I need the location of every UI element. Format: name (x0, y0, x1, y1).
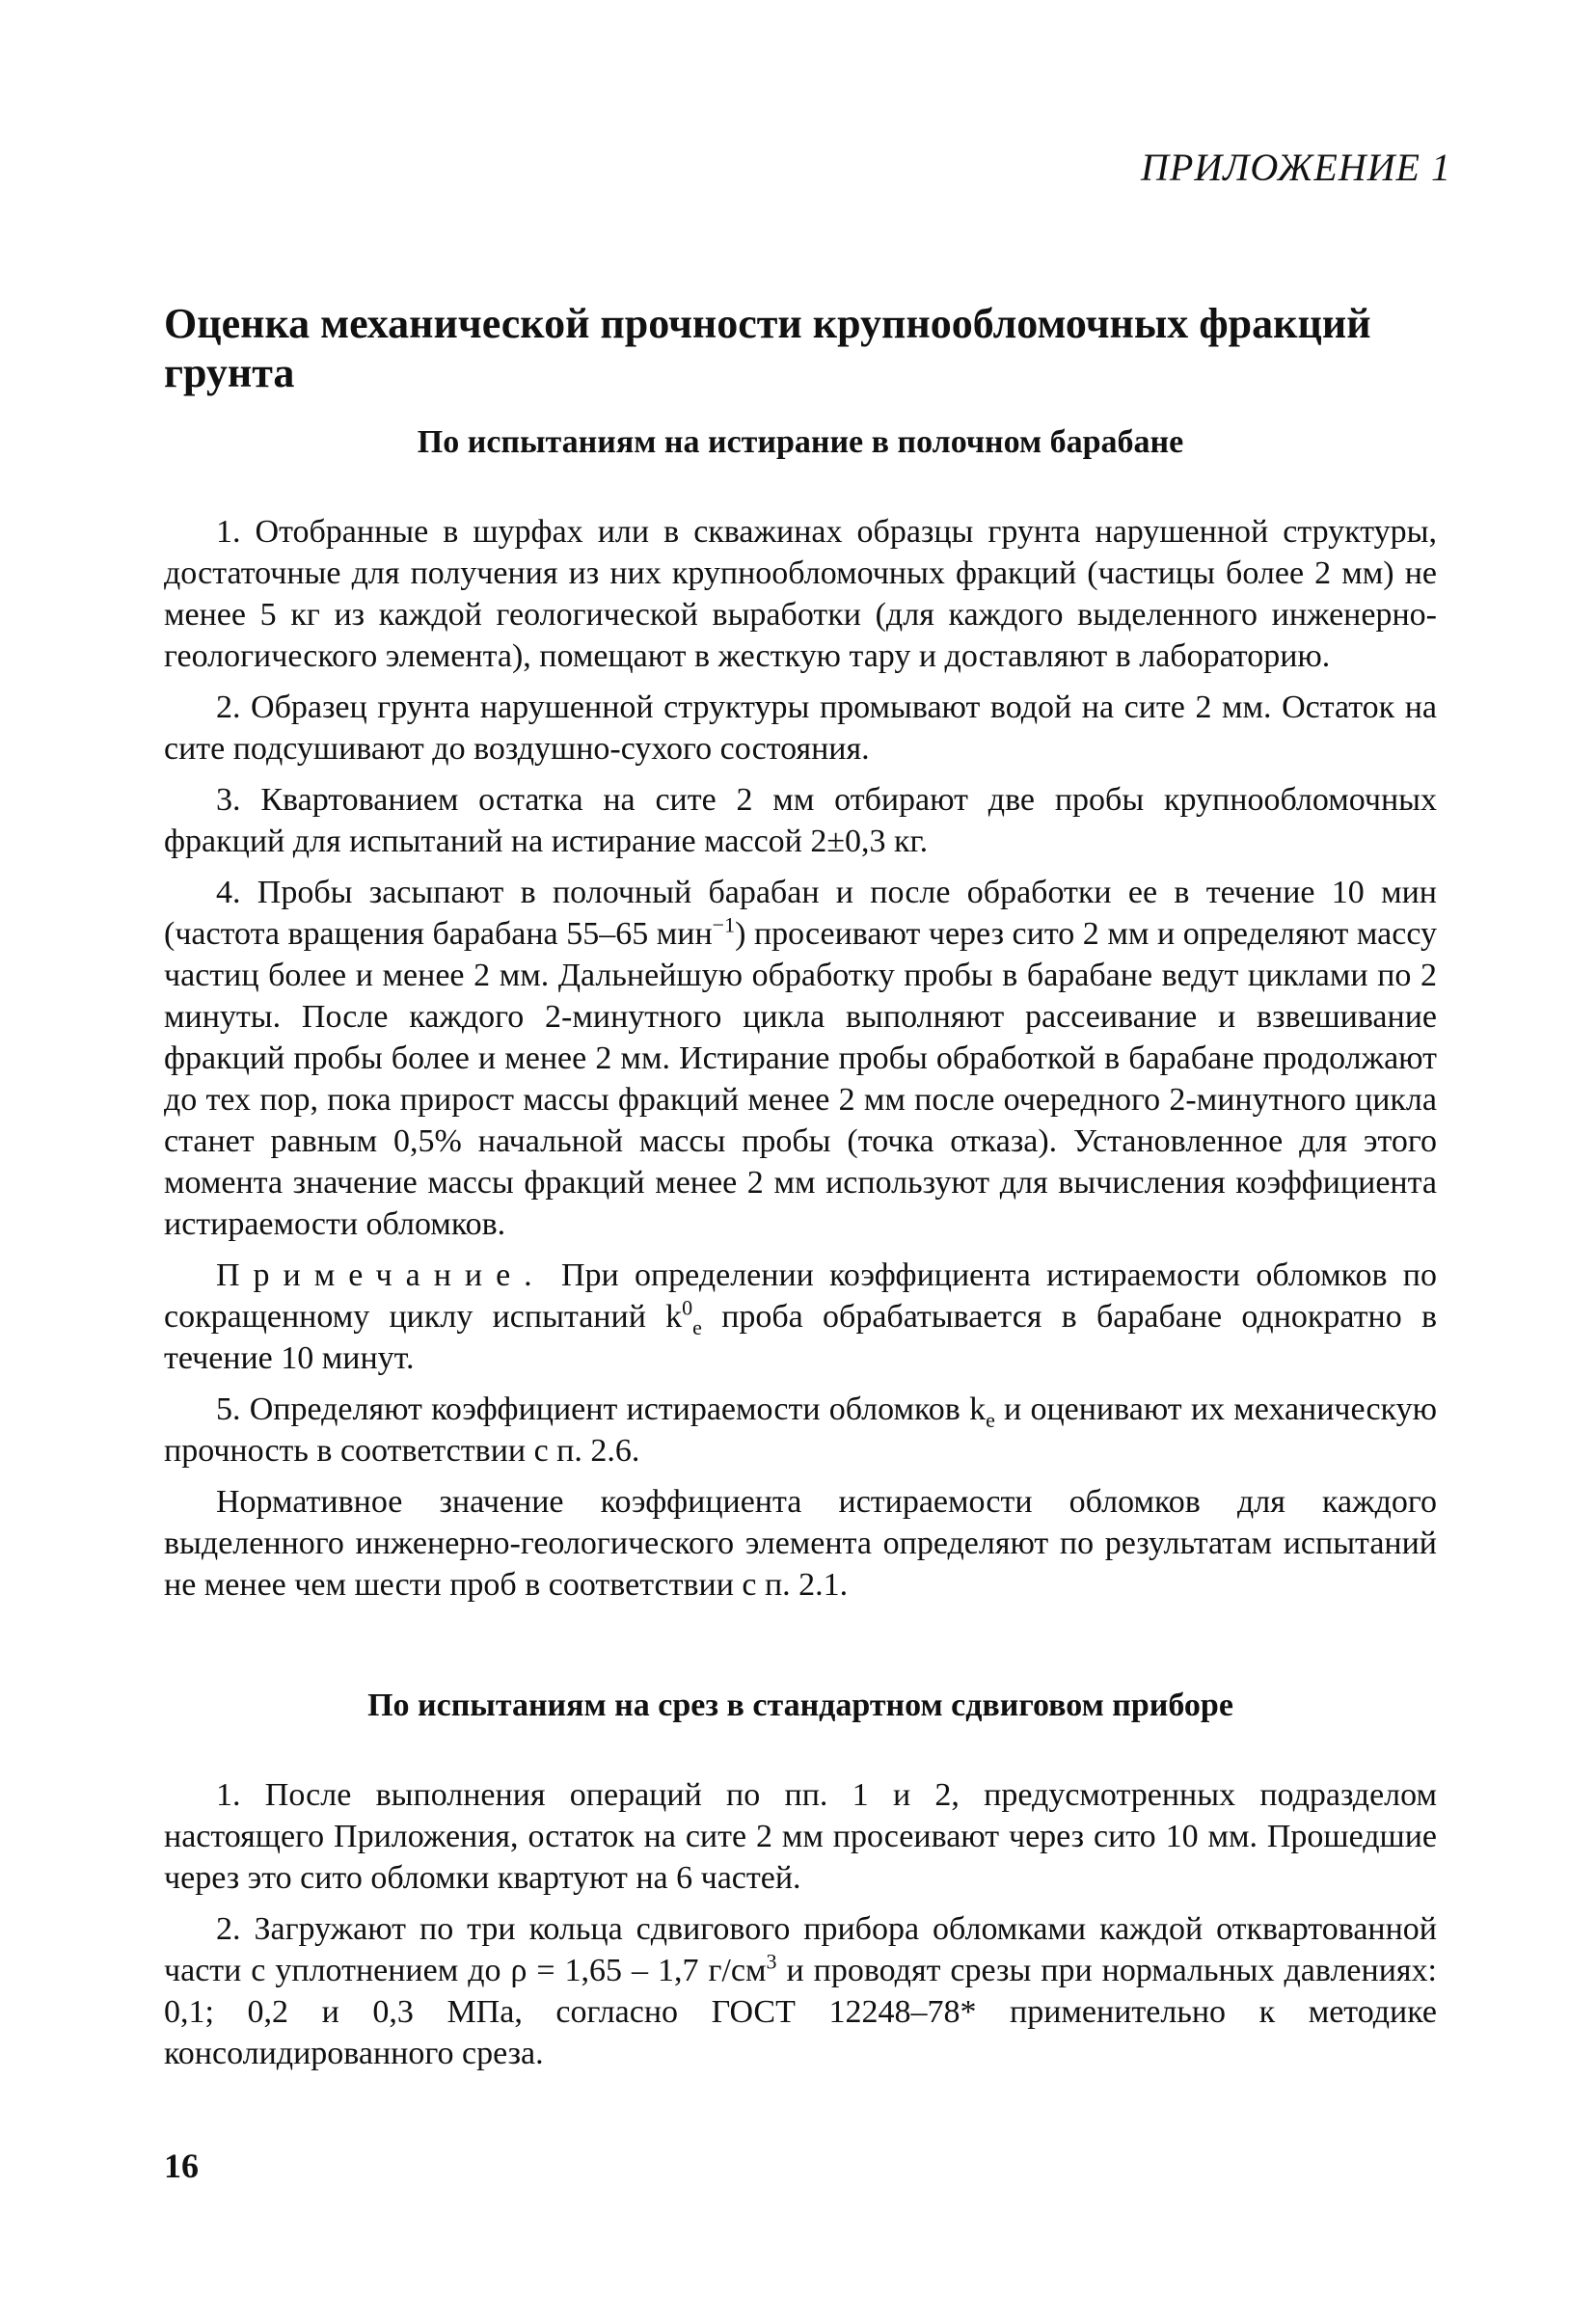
paragraph-3: 3. Квартованием остатка на сите 2 мм отбирают две пробы крупнообломочных фракций для испытаний на истирание массой 2±0,3 кг. (164, 782, 1437, 859)
shear-paragraph-2-part-a: 2. Загружают по три кольца сдвигового прибора обломками каждой отквартованной части с уплотнением до ρ = 1,65 – 1,7 г/см (164, 1911, 1437, 1988)
note-subscript: e (692, 1314, 702, 1339)
note-part-a: При определении коэффициента истираемости обломков по сокращенному циклу испытаний k (164, 1257, 1437, 1335)
section-shear-body (164, 1774, 1437, 2084)
paragraph-5 (164, 1389, 1437, 1472)
paragraph-6: Нормативное значение коэффициента истираемости обломков для каждого выделенного инженерно-геологического элемента определяют по результатам испытаний не менее чем шести проб в соответствии с п. 2.1. (164, 1484, 1437, 1603)
note (164, 1255, 1437, 1379)
paragraph-4-superscript: −1 (712, 912, 736, 937)
section-abrasion-body (164, 511, 1437, 1615)
appendix-label: ПРИЛОЖЕНИЕ 1 (1141, 146, 1451, 189)
page-title: Оценка механической прочности крупнообломочных фракций грунта (164, 300, 1371, 396)
shear-paragraph-1: 1. После выполнения операций по пп. 1 и 2, предусмотренных подразделом настоящего Приложения, остаток на сите 2 мм просеивают через сито 10 мм. Прошедшие через это сито обломки квартуют на 6 частей. (164, 1777, 1437, 1896)
shear-paragraph-2-superscript: 3 (766, 1949, 777, 1974)
paragraph-4-part-b: ) просеивают через сито 2 мм и определяют массу частиц более и менее 2 мм. Дальнейшую обработку пробы в барабане ведут циклами по 2 минуты. После каждого 2-минутного цикла выполняют рассеивание и взвешивание фракций пробы более и менее 2 мм. Истирание пробы обработкой в барабане продолжают до тех пор, пока прирост массы фракций менее 2 мм после очередного 2-минутного цикла станет равным 0,5% начальной массы пробы (точка отказа). Установленное для этого момента значение массы фракций менее 2 мм используют для вычисления коэффициента истираемости обломков. (164, 916, 1438, 1242)
paragraph-5-part-b: и оценивают их механическую прочность в соответствии с п. 2.6. (164, 1391, 1437, 1469)
note-label: Примечание. (216, 1257, 546, 1293)
shear-paragraph-2-part-b: и проводят срезы при нормальных давлениях: 0,1; 0,2 и 0,3 МПа, согласно ГОСТ 12248–78* применительно к методике консолидированного среза. (164, 1953, 1437, 2071)
note-part-b: проба обрабатывается в барабане однократно в течение 10 минут. (164, 1299, 1438, 1376)
paragraph-4-part-a: 4. Пробы засыпают в полочный барабан и после обработки ее в течение 10 мин (частота вращения барабана 55–65 мин (164, 875, 1437, 952)
shear-paragraph-2 (164, 1908, 1437, 2074)
section-heading-shear: По испытаниям на срез в стандартном сдвиговом приборе (367, 1688, 1233, 1723)
paragraph-1: 1. Отобранные в шурфах или в скважинах образцы грунта нарушенной структуры, достаточные для получения из них крупнообломочных фракций (частицы более 2 мм) не менее 5 кг из каждой геологической выработки (для каждого выделенного инженерно-геологического элемента), помещают в жесткую тару и доставляют в лабораторию. (164, 514, 1437, 674)
paragraph-4 (164, 872, 1437, 1245)
paragraph-5-part-a: 5. Определяют коэффициент истираемости обломков k (216, 1391, 987, 1427)
section-heading-abrasion: По испытаниям на истирание в полочном барабане (417, 424, 1184, 460)
paragraph-2: 2. Образец грунта нарушенной структуры промывают водой на сите 2 мм. Остаток на сите подсушивают до воздушно-сухого состояния. (164, 689, 1437, 767)
note-superscript: 0 (682, 1295, 693, 1320)
paragraph-5-subscript: e (986, 1407, 995, 1432)
page-number: 16 (164, 2147, 199, 2185)
